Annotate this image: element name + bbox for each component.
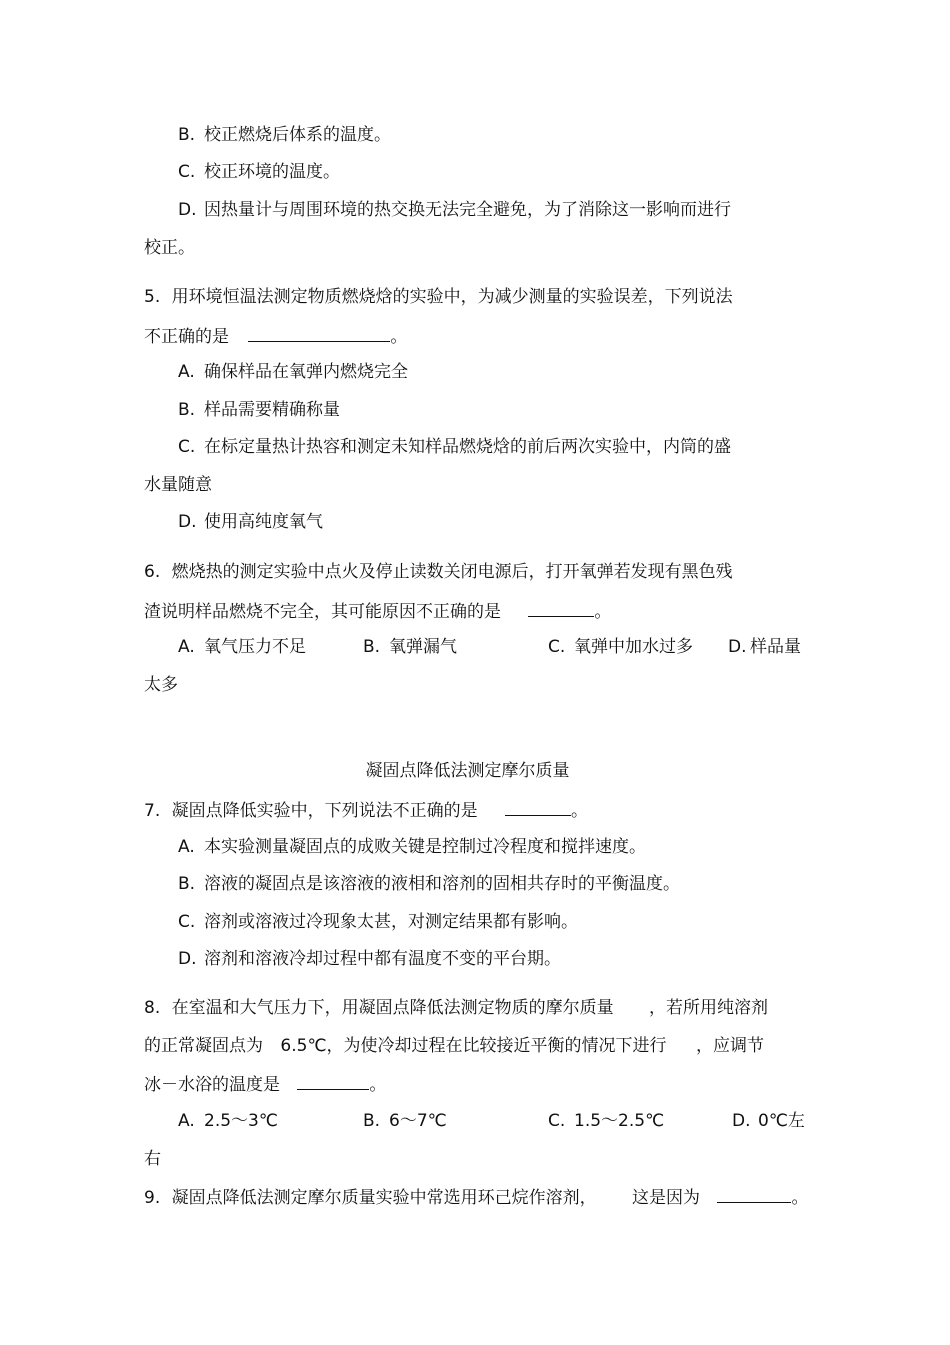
- q8-option-d-continuation: 右: [144, 1149, 161, 1169]
- option-letter: D.: [178, 200, 197, 220]
- question-stem: 6.5℃，为使冷却过程在比较接近平衡的情况下进行: [280, 1036, 667, 1056]
- option-letter: B.: [363, 637, 381, 657]
- question-stem: ，若所用纯溶剂: [649, 998, 769, 1018]
- option-text: 本实验测量凝固点的成败关键是控制过冷程度和搅拌速度。: [204, 837, 646, 857]
- q4-option-d-continuation: 校正。: [144, 238, 195, 258]
- question-stem: 的正常凝固点为: [144, 1036, 263, 1056]
- sentence-end: 。: [390, 327, 408, 347]
- option-text: 样品需要精确称量: [204, 400, 340, 420]
- q6-option-c: [548, 636, 693, 658]
- sentence-end: 。: [369, 1075, 387, 1095]
- question-number: 7.: [144, 801, 161, 821]
- question-stem: 用环境恒温法测定物质燃烧焓的实验中，为减少测量的实验误差，下列说法: [171, 287, 733, 307]
- question-number: 9.: [144, 1188, 161, 1208]
- option-text: 确保样品在氧弹内燃烧完全: [204, 362, 408, 382]
- q7-option-c: [178, 911, 578, 933]
- option-letter: A.: [178, 362, 195, 382]
- option-letter: D.: [728, 637, 747, 657]
- question-stem: 凝固点降低实验中，下列说法不正确的是: [171, 801, 478, 821]
- section-title: 凝固点降低法测定摩尔质量: [365, 761, 570, 781]
- q8-stem-line1: [144, 997, 768, 1019]
- option-text: 样品量: [750, 637, 801, 657]
- option-text: 因热量计与周围环境的热交换无法完全避免，为了消除这一影响而进行: [204, 200, 731, 220]
- q8-option-c: [548, 1110, 664, 1132]
- option-letter: A.: [178, 637, 195, 657]
- q7-option-a: [178, 836, 646, 858]
- option-text: 溶剂或溶液过冷现象太甚，对测定结果都有影响。: [204, 912, 578, 932]
- option-letter: C.: [178, 437, 196, 457]
- q8-stem-line3: [144, 1072, 386, 1094]
- answer-blank: [505, 798, 571, 816]
- question-stem: 凝固点降低法测定摩尔质量实验中常选用环己烷作溶剂，: [171, 1188, 597, 1208]
- option-text: 0℃左: [758, 1111, 805, 1131]
- question-number: 6.: [144, 562, 161, 582]
- question-stem: 这是因为: [632, 1188, 701, 1208]
- option-letter: C.: [548, 637, 566, 657]
- q5-option-a: [178, 361, 408, 383]
- option-text: 2.5～3℃: [204, 1111, 278, 1131]
- q6-stem-line2: [144, 599, 611, 621]
- question-stem: ，应调节: [695, 1036, 764, 1056]
- option-letter: D.: [732, 1111, 751, 1131]
- question-stem: 冰－水浴的温度是: [144, 1075, 280, 1095]
- q5-stem-line1: [144, 286, 733, 308]
- option-letter: D.: [178, 512, 197, 532]
- option-letter: C.: [178, 912, 196, 932]
- option-letter: B.: [178, 874, 196, 894]
- q6-option-d: [728, 636, 801, 658]
- option-text: 1.5～2.5℃: [574, 1111, 665, 1131]
- question-stem: 渣说明样品燃烧不完全，其可能原因不正确的是: [144, 602, 501, 622]
- option-text: 溶液的凝固点是该溶液的液相和溶剂的固相共存时的平衡温度。: [204, 874, 680, 894]
- q6-stem-line1: [144, 561, 733, 583]
- q8-option-d: [732, 1110, 805, 1132]
- option-letter: B.: [178, 400, 196, 420]
- option-letter: A.: [178, 1111, 195, 1131]
- q5-option-d: [178, 511, 323, 533]
- option-letter: B.: [363, 1111, 381, 1131]
- question-number: 5.: [144, 287, 161, 307]
- q4-option-d: [178, 199, 731, 221]
- q7-option-d: [178, 948, 561, 970]
- q5-option-c: [178, 436, 731, 458]
- q6-option-d-continuation: 太多: [144, 675, 178, 695]
- option-text: 氧弹漏气: [389, 637, 457, 657]
- option-letter: C.: [178, 162, 196, 182]
- q7-stem: [144, 798, 588, 820]
- q4-option-c: [178, 161, 340, 183]
- question-stem: 在室温和大气压力下，用凝固点降低法测定物质的摩尔质量: [171, 998, 614, 1018]
- option-text: 氧气压力不足: [204, 637, 306, 657]
- option-letter: C.: [548, 1111, 566, 1131]
- answer-blank: [248, 324, 390, 342]
- answer-blank: [528, 599, 594, 617]
- q6-option-b: [363, 636, 457, 658]
- q5-option-b: [178, 399, 340, 421]
- question-stem: 燃烧热的测定实验中点火及停止读数关闭电源后，打开氧弹若发现有黑色残: [171, 562, 733, 582]
- question-number: 8.: [144, 998, 161, 1018]
- question-stem: 不正确的是: [144, 327, 229, 347]
- option-letter: B.: [178, 125, 196, 145]
- sentence-end: 。: [594, 602, 612, 622]
- option-text: 6～7℃: [389, 1111, 447, 1131]
- answer-blank: [297, 1072, 369, 1090]
- option-text: 校正环境的温度。: [204, 162, 340, 182]
- option-letter: D.: [178, 949, 197, 969]
- option-text: 溶剂和溶液冷却过程中都有温度不变的平台期。: [204, 949, 561, 969]
- q9-stem: [144, 1185, 808, 1207]
- sentence-end: 。: [791, 1188, 809, 1208]
- q5-stem-line2: [144, 324, 407, 346]
- option-text: 使用高纯度氧气: [204, 512, 323, 532]
- q6-option-a: [178, 636, 306, 658]
- option-text: 校正燃烧后体系的温度。: [204, 125, 391, 145]
- option-text: 在标定量热计热容和测定未知样品燃烧焓的前后两次实验中，内筒的盛: [204, 437, 731, 457]
- option-text: 氧弹中加水过多: [574, 637, 693, 657]
- q8-option-b: [363, 1110, 447, 1132]
- sentence-end: 。: [571, 801, 589, 821]
- q8-stem-line2: [144, 1035, 764, 1057]
- q5-option-c-continuation: 水量随意: [144, 475, 212, 495]
- answer-blank: [717, 1185, 791, 1203]
- option-letter: A.: [178, 837, 195, 857]
- q4-option-b: [178, 124, 391, 146]
- q7-option-b: [178, 873, 680, 895]
- q8-option-a: [178, 1110, 278, 1132]
